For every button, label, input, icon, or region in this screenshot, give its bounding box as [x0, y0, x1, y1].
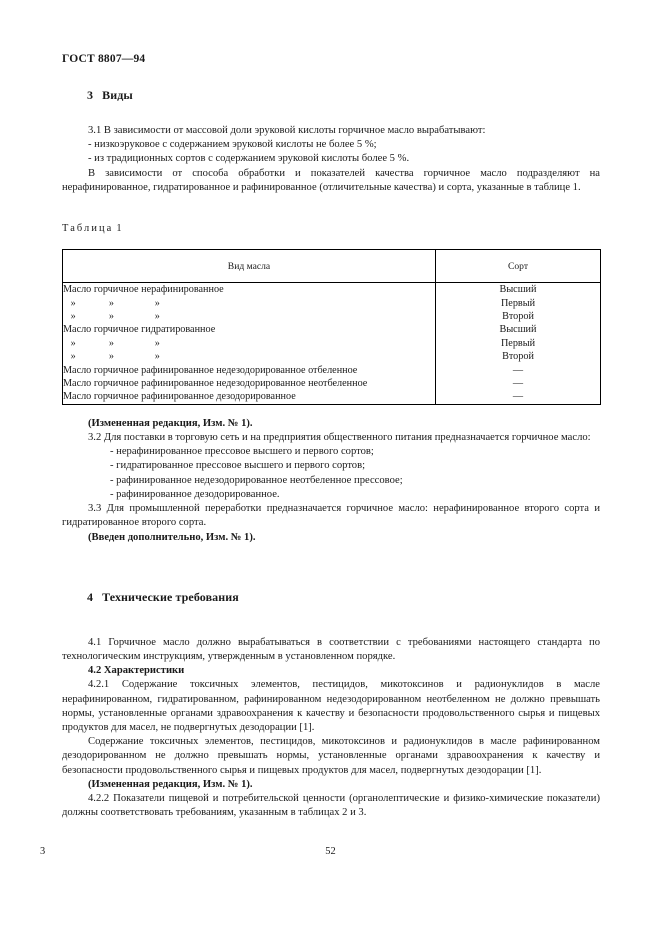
table-kind-6: Масло горчичное рафинированное недезодорированное отбеленное — [63, 364, 358, 376]
section-4-number: 4 — [87, 589, 94, 604]
table-header-kind: Вид масла — [63, 250, 436, 283]
section-4-title: Технические требования — [102, 589, 239, 604]
heading-4-2: 4.2 Характеристики — [88, 665, 185, 677]
table-kind-8: Масло горчичное рафинированное дезодорированное — [63, 391, 296, 403]
paragraph-4-1: 4.1 Горчичное масло должно вырабатываться в соответствии с требованиями настоящего стандарта по технологическим инструкциям, утвержденным в установленном порядке. — [62, 636, 600, 662]
paragraph-3-3: 3.3 Для промышленной переработки предназначается горчичное масло: нерафинированное второго сорта и гидратированное второго сорта. — [62, 503, 600, 529]
table-sort-7: — — [512, 378, 524, 390]
list-item-3-2-d: - рафинированное дезодорированное. — [110, 488, 280, 500]
table-kind-7: Масло горчичное рафинированное недезодорированное неотбеленное — [63, 378, 368, 390]
paragraph-3-2: 3.2 Для поставки в торговую сеть и на предприятия общественного питания предназначается горчичное масло: — [88, 432, 591, 444]
table-kind-1: » » » — [63, 297, 160, 309]
paragraph-4-2-2: 4.2.2 Показатели пищевой и потребительской ценности (органолептические и физико-химические показатели) должны соответствовать требованиям, указанным в таблицах 2 и 3. — [62, 792, 600, 819]
table-kind-0: Масло горчичное нерафинированное — [63, 284, 224, 296]
section-3-heading — [87, 88, 600, 103]
section-3-title: Виды — [102, 88, 133, 102]
list-item-3-2-c: - рафинированное недезодорированное неотбеленное прессовое; — [110, 474, 403, 486]
table-kind-3: Масло горчичное гидратированное — [63, 324, 216, 336]
table-header-row — [63, 250, 601, 283]
table-header-sort: Сорт — [436, 250, 601, 283]
table-sort-8: — — [512, 391, 524, 403]
table-sort-6: — — [512, 364, 524, 376]
running-head: ГОСТ 8807—94 — [62, 53, 146, 65]
footer-page-number-center: 52 — [325, 846, 336, 857]
table-cell-kind-list — [63, 283, 436, 405]
table-caption-label: Таблица — [62, 223, 114, 235]
table-row — [63, 283, 601, 405]
note-added-1: (Введен дополнительно, Изм. № 1). — [88, 531, 256, 543]
list-item-3-2-b: - гидратированное прессовое высшего и первого сортов; — [110, 460, 366, 472]
footer-page-number-left: 3 — [40, 846, 46, 857]
table-1 — [62, 249, 601, 405]
note-revision-2: (Измененная редакция, Изм. № 1). — [88, 778, 253, 790]
table-sort-0: Высший — [499, 284, 537, 296]
table-sort-3: Высший — [499, 324, 537, 336]
list-item-3-1-a: - низкоэруковое с содержанием эруковой кислоты не более 5 %; — [88, 139, 377, 151]
table-sort-5: Второй — [502, 351, 534, 363]
table-1-caption — [62, 222, 600, 236]
list-item-3-1-b: - из традиционных сортов с содержанием эруковой кислоты более 5 %. — [88, 153, 410, 165]
paragraph-3-1-after: В зависимости от способа обработки и показателей качества горчичное масло подразделяют на нерафинированное, гидратированное и рафинированное (отличительные качества) и сорта, указанные в таблице 1. — [62, 167, 600, 193]
table-kind-4: » » » — [63, 337, 160, 349]
table-caption-number: 1 — [116, 223, 122, 235]
paragraph-4-2-1b: Содержание токсичных элементов, пестицидов, микотоксинов и радионуклидов в масле рафинированном дезодорированном не должно превышать нормы, установленные органами здравоохранения к качеству и безопасности продовольственного сырья и пищевых продуктов для масел, подвергнутых дезодорации [1]. — [62, 736, 600, 776]
table-sort-4: Первый — [500, 337, 536, 349]
paragraph-3-1: 3.1 В зависимости от массовой доли эруковой кислоты горчичное масло вырабатывают: — [88, 125, 486, 136]
table-kind-5: » » » — [63, 351, 160, 363]
table-kind-2: » » » — [63, 311, 160, 323]
section-4-heading — [87, 590, 600, 605]
table-sort-1: Первый — [500, 297, 536, 309]
section-3-number: 3 — [87, 88, 94, 102]
list-item-3-2-a: - нерафинированное прессовое высшего и первого сортов; — [110, 446, 374, 458]
note-revision-1: (Измененная редакция, Изм. № 1). — [88, 417, 253, 429]
paragraph-4-2-1: 4.2.1 Содержание токсичных элементов, пестицидов, микотоксинов и радионуклидов в масле нерафинированном, гидратированном, рафинированном недезодорированном неотбеленном не должно превышать нормы, установленные органами здравоохранения к качеству и безопасности продовольственного сырья и пищевых продуктов для масел, не подвергнутых дезодорации [1]. — [62, 679, 600, 733]
page-content — [62, 88, 600, 820]
table-cell-sort-list — [436, 283, 601, 405]
table-sort-2: Второй — [502, 311, 534, 323]
